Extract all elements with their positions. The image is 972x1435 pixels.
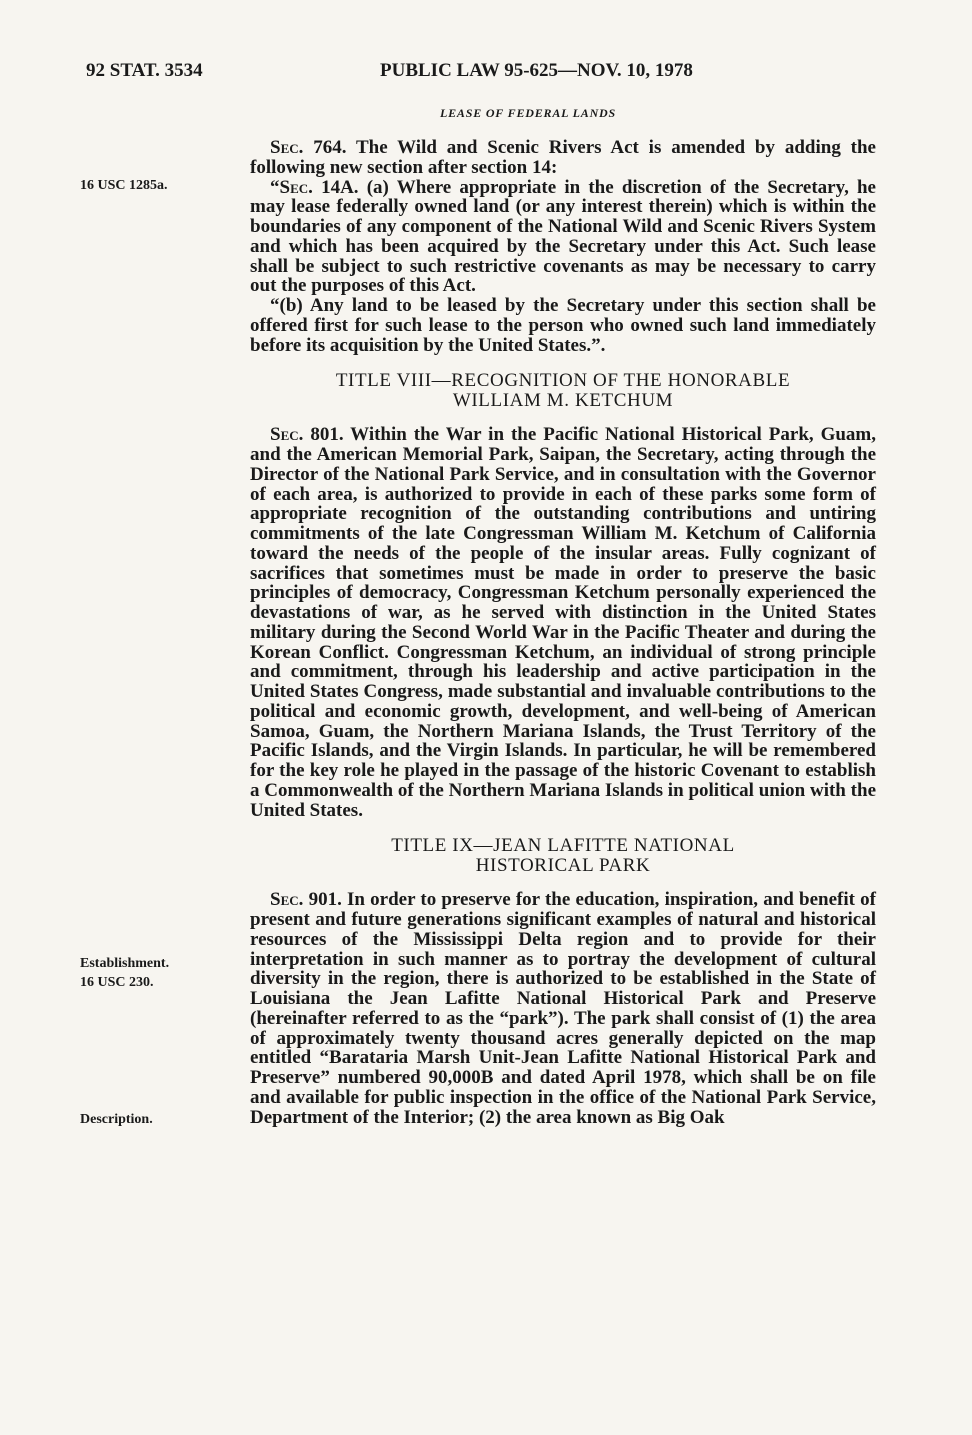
margin-note-usc-1285a: 16 USC 1285a. (80, 178, 168, 193)
section-text: 801. Within the War in the Pacific National Historical Park, Guam, and the American Memorial Park, Saipan, the Secretary, acting through the Director of the National Park Service, and in consultation with the Governor of each area, is authorized to provide in each of these parks some form of appropriate recognition of the outstanding contributions and untiring commitments of the late Congressman William M. Ketchum of California toward the needs of the people of the insular areas. Fully cognizant of sacrifices that sometimes must be made in order to preserve the basic principles of democracy, Congressman Ketchum personally experienced the devastations of war, as he served with distinction in the United States military during the Second World War in the Pacific Theater and during the Korean Conflict. Congressman Ketchum, an individual of strong principle and commitment, through his leadership and active participation in the United States Congress, made substantial and invaluable contributions to the political and economic growth, development, and well-being of American Samoa, Guam, the Northern Mariana Islands, the Trust Territory of the Pacific Islands, and the Virgin Islands. In particular, he will be remembered for the key role he played in the passage of the historic Covenant to establish a Commonwealth of the Northern Mariana Islands in political union with the United States. (250, 424, 876, 821)
statute-page-number: 92 STAT. 3534 (86, 60, 203, 81)
title-viii-heading (250, 371, 876, 411)
section-label: Sec. (270, 137, 304, 158)
margin-note-description: Description. (80, 1112, 153, 1127)
document-body (250, 138, 876, 1127)
section-764 (250, 138, 876, 178)
margin-note-usc-230: 16 USC 230. (80, 975, 154, 990)
title-line-1: TITLE IX—JEAN LAFITTE NATIONAL (391, 835, 735, 857)
section-801 (250, 425, 876, 820)
public-law-heading: PUBLIC LAW 95-625—NOV. 10, 1978 (380, 60, 693, 81)
section-label: Sec. (270, 424, 304, 446)
section-text: 14A. (a) Where appropriate in the discretion of the Secretary, he may lease federally owned land (or any interest therein) which is within the boundaries of any component of the National Wild and Scenic Rivers System and which has been acquired by the Secretary under this Act. Such lease shall be subject to such restrictive covenants as may be necessary to carry out the purposes of this Act. (250, 176, 876, 297)
section-14a-b: “(b) Any land to be leased by the Secretary under this section shall be offered first for such lease to the person who owned such land immediately before its acquisition by the United States.”. (250, 295, 876, 356)
section-901 (250, 890, 876, 1127)
title-line-1: TITLE VIII—RECOGNITION OF THE HONORABLE (335, 370, 791, 392)
running-head: LEASE OF FEDERAL LANDS (440, 106, 616, 120)
margin-note-establishment: Establishment. (80, 956, 170, 971)
open-quote: “ (270, 176, 280, 198)
section-text: 901. In order to preserve for the education, inspiration, and benefit of present and future generations significant examples of natural and historical resources of the Mississippi Delta region and to provide for their interpretation in such manner as to portray the development of cultural diversity in the region, there is authorized to be established in the State of Louisiana the Jean Lafitte National Historical Park and Preserve (hereinafter referred to as the “park”). The park shall consist of (1) the area of approximately twenty thousand acres generally depicted on the map entitled “Barataria Marsh Unit-Jean Lafitte National Historical Park and Preserve” numbered 90,000B and dated April 1978, which shall be on file and available for public inspection in the office of the National Park Service, Department of the Interior; (2) the area known as Big Oak (250, 889, 876, 1128)
section-number: 764. (303, 137, 356, 158)
section-text: The Wild and Scenic Rivers Act is amended by adding the following new section after section 14: (250, 137, 876, 178)
section-14a (250, 178, 876, 297)
title-ix-heading (250, 836, 876, 876)
page-header (0, 60, 972, 90)
title-line-2: HISTORICAL PARK (475, 855, 651, 877)
section-label: Sec. (270, 889, 304, 911)
title-line-2: WILLIAM M. KETCHUM (452, 390, 674, 412)
section-label: Sec. (279, 176, 313, 198)
